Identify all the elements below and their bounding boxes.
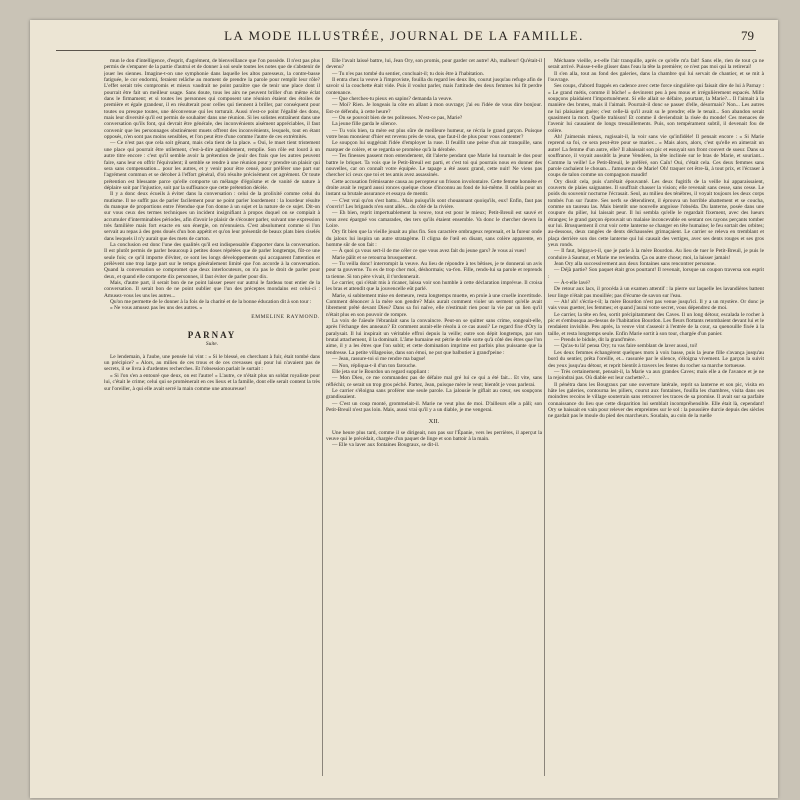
paragraph: — À quoi ça vous sert-il de me céler ce que vous avez fait du jeune gars? Je vous ai vues! xyxy=(332,248,526,255)
paragraph: Cette accusation frémissante causa au percepteur un frisson involontaire. Cette femme honnête et droite avait le regard aussi ronces quelque chose d'inconnu au fond de lui-même. Il oublia pour un instant sa brutale assurance et essaya de mentir. xyxy=(326,178,542,198)
header-rule xyxy=(56,50,756,51)
paragraph: « Si l'on s'en a entouré que deux, on est l'autre! » L'autre, ce n'était plus un soldat royaliste pour lui, c'était le crime; celui qui se promènerait en ces lieux et la famille, dont elle serait content la très sur l'oreiller, à qui elle avait serré la main comme une amoureuse! xyxy=(104,372,320,392)
paragraph: Une heure plus tard, comme il se dirigeait, non pas sur l'Épanie, vers les perrières, il aperçut la veuve qui le précédait, chargée d'un paquet de linge et son battoir à la main. xyxy=(326,429,542,442)
paragraph: Ory fit bien que la vieille jouait au plus fin. Son caractère ombrageux reprenait, et la fureur onde du jaloux lui inspira un autre stratagème. Il cligna de l'œil en disant, sans colère apparente, en homme sûr de son fait : xyxy=(326,229,542,248)
paragraph: Il pénétra dans les Bougraux par une ouverture latérale, reprit sa lanterne et son pic, visita en hâte les galeries, contourna les piliers, courut aux fontaines, fouilla les chambres, visita dans ses moindres recoins le village souterrain sans retrouver les traces de sa promise. Il avait sur sa parfaite connaissance du lieu que cette disparition lui semblait incompréhensible. Elle était là, cependant! Ory se baissait en vain pour relever des empreintes sur le sol : la poussière durcie depuis des siècles ne gardait pas le moule du pied des marcheurs. Soudain, au coin de la ruelle xyxy=(548,381,764,420)
paragraph: — Tu n'es pas tombé du sentier, concluait-il; tu dois être à l'habitation. xyxy=(332,70,485,77)
paragraph: — Tes finesses passent mon entendement, dit l'alerte pendant que Marie lui tournait le dos pour battre le briquet. Ta vois que le Petit-Breuil est parti, et c'est toi qui pourrais nous en donner des nouvelles, car on connaît votre équipée. Le tapage a été assez grand, cette nuit! Ne viens pas chercher ici ceux que toi et tes amis avez assassinés. xyxy=(326,153,542,179)
paragraph: — Moi? Rien. Je longeais la côte en allant à mon ouvrage; j'ai eu l'idée de vous dire bonjour. Est-ce défendu, à cette heure? xyxy=(326,102,542,115)
paragraph: Ah! j'aimerais mieux, rugissait-il, la voir sans vie qu'infidèle! Il pensait encore : « Si Marie reprend sa foi, ce sera peut-être pour se marier... » Mais alors, alors, c'est qu'elle en aimerait un autre! La femme d'un autre, elle? Il abaissait son pic et essuyait son front couvert de sueur. Dans sa souffrance, il voyait aussitôt la jeune Vendéen, la tête inclinée sur le bras de Marie, et souriant... Comme la veille! Le Petit-Breuil, le préféré, son Caïn! Oui, c'était cela. Ces deux femmes sans parole cachaient le chouan... l'amoureux de Marie! Oh! traquer cet être-là, à tout prix, et l'écraser à coups de talon comme un compagnon maudit! xyxy=(548,134,764,179)
paragraph: — Tu vois bien, ta mère est plus sûre de meilleure humeur, se récria le grand garçon. Puisque votre beau monsieur d'hier est revenu près de vous, que faut-il de plus pour vous contenter? xyxy=(326,127,542,141)
paragraph: Marie, si subitement mise en demeure, resta longtemps muette, en proie à une cruelle incertitude. Comment dénoncer à la mère son gendre? Mais aurait comment violer un serment qu'elle avait librement prêté devant Dieu? Dans sa foi naïve, elle n'estimait rien pour la vie par un lien qu'il n'était plus en son pouvoir de rompre. xyxy=(326,292,542,318)
paragraph: — À-t-elle lavé? xyxy=(554,280,591,287)
paragraph: Le carrier s'éloigna sans proférer une seule parole. La jalousie le giflait au cœur, ses soupçons grandissaient. xyxy=(326,387,542,401)
paragraph: — On se pouvoit bien de tes politesses. N'est-ce pas, Marie? xyxy=(332,115,463,122)
paragraph: — Jean, rassure-toi si me rendre ma bague! xyxy=(332,356,426,363)
page-header xyxy=(30,28,778,50)
paragraph: — C'est un coup monté, grommelait-il. Marie ne veut plus de moi. D'ailleurs elle a pâli; son Petit-Breuil n'est pas loin. Mais, aussi vrai qu'il y a un diable, je me vengerai. xyxy=(326,400,542,413)
paragraph: — Déjà partie? Son paquet était gros pourtant! Il revenait, lorsque un coupon traversa son esprit : xyxy=(548,267,764,280)
paragraph: Il y a donc deux écueils à éviter dans la conversation : celui de la prolixité comme celui du mutisme. Il ne suffit pas de parler facilement pour ne point parler lourdement : la lourdeur résulte du manque de proportions entre l'étendue que l'on donne à un sujet et la nature de ce sujet. Dit-on sur vous ceux des termes techniques un incident insignifiant à propos duquel on se compiait à accumuler d'interminables périodes, afin d'avoir le plaisir de s'écouter parler, suivant une expression très familière mais fort exacte en son énergie, on m'ennuiera. C'est absolument comme si l'on servait au repas à des gens doués d'un bon appétit et qu'on leur présentât de beaux plats bien ciselés dans lesquels il n'y aurait que des mets de carton. xyxy=(104,191,320,242)
paragraph: — C'est vrai qu'on s'est battu... Mais puisqu'ils sont chouannant quoiqu'ils, eux! Enfin, faut pas s'ouvrir! Les brigands n'en sont allés... du côté de la rivière. xyxy=(326,197,542,210)
newspaper-page xyxy=(30,20,778,798)
paragraph: Elle l'avait laissé battre, lui, Jean Ory, son promis, pour garder cet autre! Ah, malheur! Qu'était-il devenu? xyxy=(326,58,542,71)
paragraph: Le carrier, qui s'était mis à ricaner, laissa voir son humble à cette déclaration imprévue. Il croisa les bras et attendit que la jouvencelle eût parlé. xyxy=(326,280,542,293)
journal-title: LA MODE ILLUSTRÉE, JOURNAL DE LA FAMILLE. xyxy=(224,28,584,43)
paragraph: Elle jeta sur le Bourdon un regard suppliant : xyxy=(332,368,430,375)
paragraph: — Ah! ah! s'écria-t-il; la mère Bourdon n'est pas venue jusqu'ici. Il y a un mystère. Or donc je vais vous guetter, les femmes; et quand j'aurai votre secret, vous dépendrez de moi. xyxy=(548,299,764,312)
section-subtitle: Suite. xyxy=(205,341,219,348)
paragraph: Ses coups, d'abord frappés en cadence avec cette force singulière qui faisait dire de lui à Parnay : « Le grand métis, comme il bûche! » devinrent peu à peu mous et irrégulièrement espacés. Mille soupçons plaidaient l'importunément. Si elle allait se défaire, pourtant, la Marie?... Il l'aimait à la manière des brutes, mais il l'aimait. Pourrait-il donc se passer d'elle, désormais? Non... Les autres ne lui plaisaient guère; c'est celle-là qu'il avait su le prendre; elle le tenait... Son abandon serait quasiment la mort. Quelle trahison! Et comme il deviendrait la risée du monde! Ces menaces de l'avenir lui causaient de longs tressaillements. Puis, son tempérament subtil, il devenait fou de colère. xyxy=(548,83,764,134)
paragraph: Marie pâlit et se retourna brusquement. xyxy=(332,254,417,261)
paragraph: La conclusion est donc l'une des qualités qu'il est indispensable d'apporter dans la conversation. Il est plutôt permis de parler beaucoup à petites doses répétées que de parler longtemps, fût-ce une seule fois; ce qu'il importe d'éviter, ce sont les longs développements qui accaparent l'attention et prélèvent une trop large part sur le temps généralement limité que l'on accorde à la conversation. Quand la conversation se compromet que deux interlocuteurs, on n'a pas le droit de parler pour deux, et quand elle comporte dix personnes, il faut éviter de parler pour dix. xyxy=(104,241,320,280)
paragraph: — Non, répliqua-t-il d'un ton farouche. xyxy=(332,362,417,369)
paragraph: — Il faut, bégaya-t-il, que je parle à la mère Bourdon. Au lieu de tuer le Petit-Breuil, je puis le conduire à Saumur, et Marie me reviendra. Ça ou autre chose; moi, la laisser jamais! xyxy=(548,248,764,261)
paragraph: — Très certainement, pensait-il, la Marie va aux grandes Caves; mais elle a de l'avance et je ne la rejoindrai pas. Où diable est leur cachette?... xyxy=(548,368,764,382)
paragraph: Le carrier, la tête en feu, sortit précipitamment des Caves. Il un long détour, escalada le rocher à pic et s'embusqua au-dessus de l'habitation Bourdon. Les fleurs flottants retombaient devant lui et le rendaient invisible. Peu après, la veuve vint s'asseoir à l'entrée de la cour, sa quenouille fixée à la taille, et resta longtemps seule. Enfin Marie sortit à son tour, chargée d'un panier. xyxy=(548,311,764,337)
paragraph: Le soupçon lui suggérait l'idée d'employer la ruse. Il feuillit une peine d'un air tranquille, sans marquer de colère, et se regarda se promène qu'à la dérobée. xyxy=(326,140,542,153)
paragraph: — Ce n'est pas que cela soit gênant, mais cela tient de la place. « Oui, le muet tient tristement une place qui pourrait être utilement, c'est-à-dire agréablement, remplie. Son rôle est lourd à un autre titre encore : c'est qu'il semble avoir la prétention de jouir des frais que les autres peuvent faire, sans leur en offrir l'équivalent; il semble se rendre à une réunion pour y prendre un plaisir qui sera sans compensation... pour les autres, et y venir pour être censé, pour préférer une part sur l'agrément commun et se dérober à l'effort général, d'où résulte précisément cet agrément. Or toute prétention est blessante parce qu'elle comporte un mélange d'égoïsme et de vanité de nature à déplaire soit par l'injustice, soit par la suffisance que cette prétention décèle. xyxy=(104,140,320,191)
paragraph: mun le don d'intelligence, d'esprit, d'agrément, de bienveillance que l'on possède. Il n'est pas plus permis de s'emparer de la partie d'autrui et de donner à soi seule toutes les notes que de s'abstenir de jouer les siennes. Imagine-t-on une symphonie dans laquelle les altos paresseux, la contre-basse fatiguée, le cor endormi, feraient relâche au moment de prendre la parole pour remplir leur rôle? L'effet serait très compromis et mieux vaudrait ne point paraître que de tenir une place dont il pourrait être fait un meilleur usage. Sans doute, tous les airs ne peuvent briller d'un même éclat dans le firmament; et si toutes les personnes qui composent une réunion étaient des étoiles de première et égale grandeur, il en résulterait pour celles qui tiennent à briller, par conséquent pour toutes ou presque toutes, une déconvenue qui les torturait. Aussi n'est-ce point l'égalité des dons, mais leur diversité qu'il est permis de souhaiter dans une réunion. Si les solistes entraînent dans une conversation qu'ils font, qui devrait être générale, des inconvénients aisément appréciables, il faut convenir que les personnages obstinément muets offrent des inconvénients, lesquels, tout en étant opposés, n'en sont pas moins sensibles, et l'on peut être d'une comme l'autre de ces extrémités. xyxy=(104,58,320,141)
paragraph: Qu'on me permette de le donner à la fois de la charité et de la bonne éducation dit à son tour : xyxy=(110,299,312,306)
column-divider xyxy=(544,58,545,776)
paragraph: Mais, d'autre part, il serait bon de ne point laisser peser sur autrui le fardeau tout entier de la conversation. Il serait bon de ne point oublier que l'un des préceptes mondains est celui-ci : Amusez-vous les uns les autres... xyxy=(104,280,320,299)
column-1 xyxy=(104,58,320,778)
paragraph: Méchante vieille, a-t-elle l'air tranquille, après ce qu'elle m'a fait! Sans elle, rien de tout ça ne serait arrivé. Puisse-t-elle glisser dans l'eau la tête la première; ce n'est pas moi qui la retirerai! xyxy=(548,58,764,71)
column-divider xyxy=(322,58,323,776)
paragraph: « Ne vous amusez pas les uns des autres. » xyxy=(110,305,203,312)
paragraph: Les deux femmes échangèrent quelques mots à voix basse, puis la jeune fille s'avança jusqu'au bord du sentier, prêta l'oreille, et... rassurée par le silence, s'éloigna vivement. Le garçon la suivit des yeux jusqu'au détour, et reprit bientôt à travers les fentes du rocher sa marche tortueuse. xyxy=(548,349,764,369)
paragraph: De retour aux lacs, il procéda à un examen attentif : la pierre sur laquelle les lavandières battent leur linge n'était pas mouillée; pas d'écume de savon sur l'eau. xyxy=(548,286,764,299)
paragraph: — Mon Dieu, ce me commandez pas de défaire mal gré lui ce qui a été fait... Et vite, sans réfléchir, ce serait un trop gros péché. Partez, Jean, puisque mère le veut; bientôt je vous parlerai. xyxy=(326,375,542,388)
column-3 xyxy=(548,58,764,778)
paragraph: La voix de l'aïeule l'ébranlait sans la convaincre. Peut-on se quitter sans crime, songeait-elle, après l'échange des anneaux? Et comment aurait-elle résolu à ce cas aussi? Le regard fixe d'Ory la paralysait. Il lui inspirait un véritable effroi depuis la veille; outre son dépit longtemps, par son brutal attachement, il la dominait. L'âme humaine est pétrie de telle sorte qu'à côté des êtres que l'on aime, il y a les êtres que l'on subit; et cette domination imprime est parfois plus puissante que la tendresse. La petite villageoise, dans son émoi, ne put que balbutier à grand'peine : xyxy=(326,318,542,356)
paragraph: — Elle va laver aux fontaines Bougraux, se dit-il. xyxy=(332,442,440,449)
paragraph: Jean Ory alla successivement aux deux fontaines sans rencontrer personne. xyxy=(554,261,716,267)
paragraph: — Que cherches-tu pieux en sapins? demanda la veuve. xyxy=(332,96,453,103)
paragraph: La jeune fille garda le silence. xyxy=(332,121,397,128)
column-2 xyxy=(326,58,542,778)
paragraph: Le lendemain, à l'aube, une pensée lui vint : « Si le blessé, en cherchant à fuir, était tombé dans un précipice? » Alors, au milieu de ces trous et de ces crevasses qui pour lui n'avaient pas de secrets, il se livra à d'ardentes recherches. Et l'obsession parlait le surtait : xyxy=(104,353,320,373)
paragraph: — Eh bien, reprit impertuablement la veuve, tout est pour le mieux; Petit-Breuil est sauvé et vous avez épargné vos camarades, des ters qu'ils étaient ensemble. Va donc le chercher devers la Loire. xyxy=(326,210,542,229)
paragraph: Il entra chez la veuve à l'improviste, fouilla du regard les deux lits, courut jusqu'au refuge afin de savoir si la couchette était vide. Puis il voulut parler, mais l'attitude des deux femmes lui fit perdre contenance. xyxy=(326,77,542,96)
paragraph: — Tu veilla donc! interrompit la veuve. Au lieu de répondre à tes bêtises, je te donnerai un avis pour ta gouverne. Tu es de trop cher moi, déshormais; va-t'en. Fille, rends-lui sa parole et reprends ta tienne. Si ton père vivait, il t'ordonnerait. xyxy=(326,261,542,280)
paragraph: — Qu'as-tu là! pensa Ory; tu vas faire semblant de laver aussi, toi! xyxy=(554,343,698,350)
section-title: PARNAY xyxy=(187,330,237,341)
paragraph: Il s'en alla, tout au fond des galeries, dans la chambre qui lui servait de chantier, et se mit à l'ouvrage. xyxy=(548,70,764,84)
author-signature: EMMELINE RAYMOND. xyxy=(251,313,320,320)
chapter-heading: XII. xyxy=(428,418,440,426)
paragraph: Ory dissit cela, puis s'arrêtait épouvanté. Les deux fugitifs de la veille lui apparaissaient, couverts de plaies saignantes. Il souffrait chasser la vision; elle revenait sans cesse, sans cesse. Le poids du souvenir nocturne l'écrasait. Seul, au milieu des ténèbres, il voyait toujours les deux corps tombés l'un sur l'autre. Ses nerfs se détendirent, il éprouva un horrible abattement et se coucha, comme un taureau las. Mais bientôt une nouvelle angoisse l'obséda. Du lanterne, posée dans une coupure du pilier, lui laissait peur. Il lui sembla qu'elle le regardait fixement, avec des lueurs étranges; le grand garçon éprouvait un malaise inconcevable en sentant ces rayons perçants tomber sur lui. Brusquement il crut voir cette lanterne se changer en tête humaine; le feu sortait des orbites; au-dessous, deux rangées de dents déchaussées grimaçaient. Le carrier se releva en tremblant et plaça derrière son dos cette lanterne qui lui causait des vertiges, avec ses dents rouges et ses gros yeux ronds. xyxy=(548,178,764,248)
page-number: 79 xyxy=(741,28,754,43)
paragraph: — Prends le bidule, dit la grand'mère. xyxy=(554,337,636,344)
